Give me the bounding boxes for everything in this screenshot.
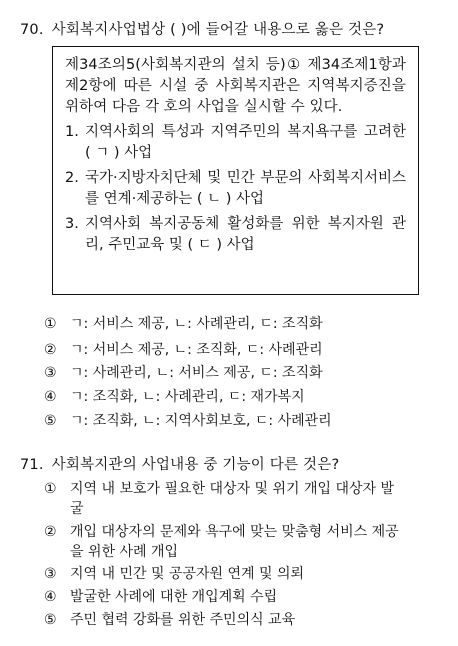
law-item-number: 1. [65, 124, 79, 140]
law-item-text: 지역사회의 특성과 지역주민의 복지욕구를 고려한 ( ㄱ ) 사업 [85, 124, 406, 161]
question-70-title [20, 20, 384, 40]
answer-choice[interactable] [44, 564, 458, 584]
law-item [65, 168, 406, 210]
law-item-text: 지역사회 복지공동체 활성화를 위한 복지자원 관리, 주민교육 및 ( ㄷ ) 사업 [85, 216, 406, 253]
question-number: 71. [20, 457, 44, 473]
choice-mark: ① [44, 481, 57, 497]
question-number: 70. [20, 22, 44, 38]
choice-text-continued: 을 위한 사례 개입 [70, 544, 179, 560]
choice-text: ㄱ: 서비스 제공, ㄴ: 조직화, ㄷ: 사례관리 [70, 342, 323, 358]
choice-text: 지역 내 민간 및 공공자원 연계 및 의뢰 [70, 566, 305, 582]
answer-choice[interactable] [44, 610, 458, 630]
choice-text: 주민 협력 강화를 위한 주민의식 교육 [70, 612, 296, 628]
choice-mark: ④ [44, 389, 57, 405]
law-item-text: 국가·지방자치단체 및 민간 부문의 사회복지서비스를 연계·제공하는 ( ㄴ ) 사업 [85, 170, 406, 207]
answer-choice[interactable] [44, 340, 323, 360]
law-item [65, 214, 406, 256]
answer-choice[interactable] [44, 314, 323, 334]
choice-mark: ⑤ [44, 612, 57, 628]
answer-choice[interactable] [44, 411, 332, 431]
choice-text-continued: 굴 [70, 501, 84, 517]
choice-mark: ② [44, 342, 57, 358]
choice-text: 발굴한 사례에 대한 개입계획 수립 [70, 589, 278, 605]
choice-mark: ② [44, 524, 57, 540]
answer-choice[interactable] [44, 587, 458, 607]
choice-mark: ① [44, 316, 57, 332]
choice-text: ㄱ: 사례관리, ㄴ: 서비스 제공, ㄷ: 조직화 [70, 365, 323, 381]
choice-text-block [70, 522, 399, 562]
answer-choice[interactable] [44, 522, 458, 562]
choice-text: ㄱ: 조직화, ㄴ: 지역사회보호, ㄷ: 사례관리 [70, 413, 332, 429]
law-item [65, 122, 406, 164]
law-item-number: 3. [65, 216, 79, 232]
answer-choice[interactable] [44, 387, 305, 407]
choice-mark: ④ [44, 589, 57, 605]
choice-mark: ⑤ [44, 413, 57, 429]
choice-text: 지역 내 보호가 필요한 대상자 및 위기 개입 대상자 발 [70, 481, 395, 497]
choice-mark: ③ [44, 566, 57, 582]
law-article-text: 제34조의5(사회복지관의 설치 등)① 제34조제1항과 제2항에 따른 시설 중 사회복지관은 지역복지증진을 위하여 다음 각 호의 사업을 실시할 수 있다. [65, 57, 406, 115]
choice-text: ㄱ: 조직화, ㄴ: 사례관리, ㄷ: 재가복지 [70, 389, 305, 405]
question-stem: 사회복지관의 사업내용 중 기능이 다른 것은? [51, 457, 340, 473]
answer-choice[interactable] [44, 363, 323, 383]
choice-mark: ③ [44, 365, 57, 381]
law-excerpt-box [52, 46, 419, 295]
choice-text: ㄱ: 서비스 제공, ㄴ: 사례관리, ㄷ: 조직화 [70, 316, 323, 332]
answer-choice[interactable] [44, 479, 458, 519]
question-71-title [20, 455, 339, 475]
choice-text-block [70, 479, 394, 519]
choice-text: 개입 대상자의 문제와 욕구에 맞는 맞춤형 서비스 제공 [70, 524, 399, 540]
law-item-number: 2. [65, 170, 79, 186]
question-stem: 사회복지사업법상 ( )에 들어갈 내용으로 옳은 것은? [51, 22, 385, 38]
